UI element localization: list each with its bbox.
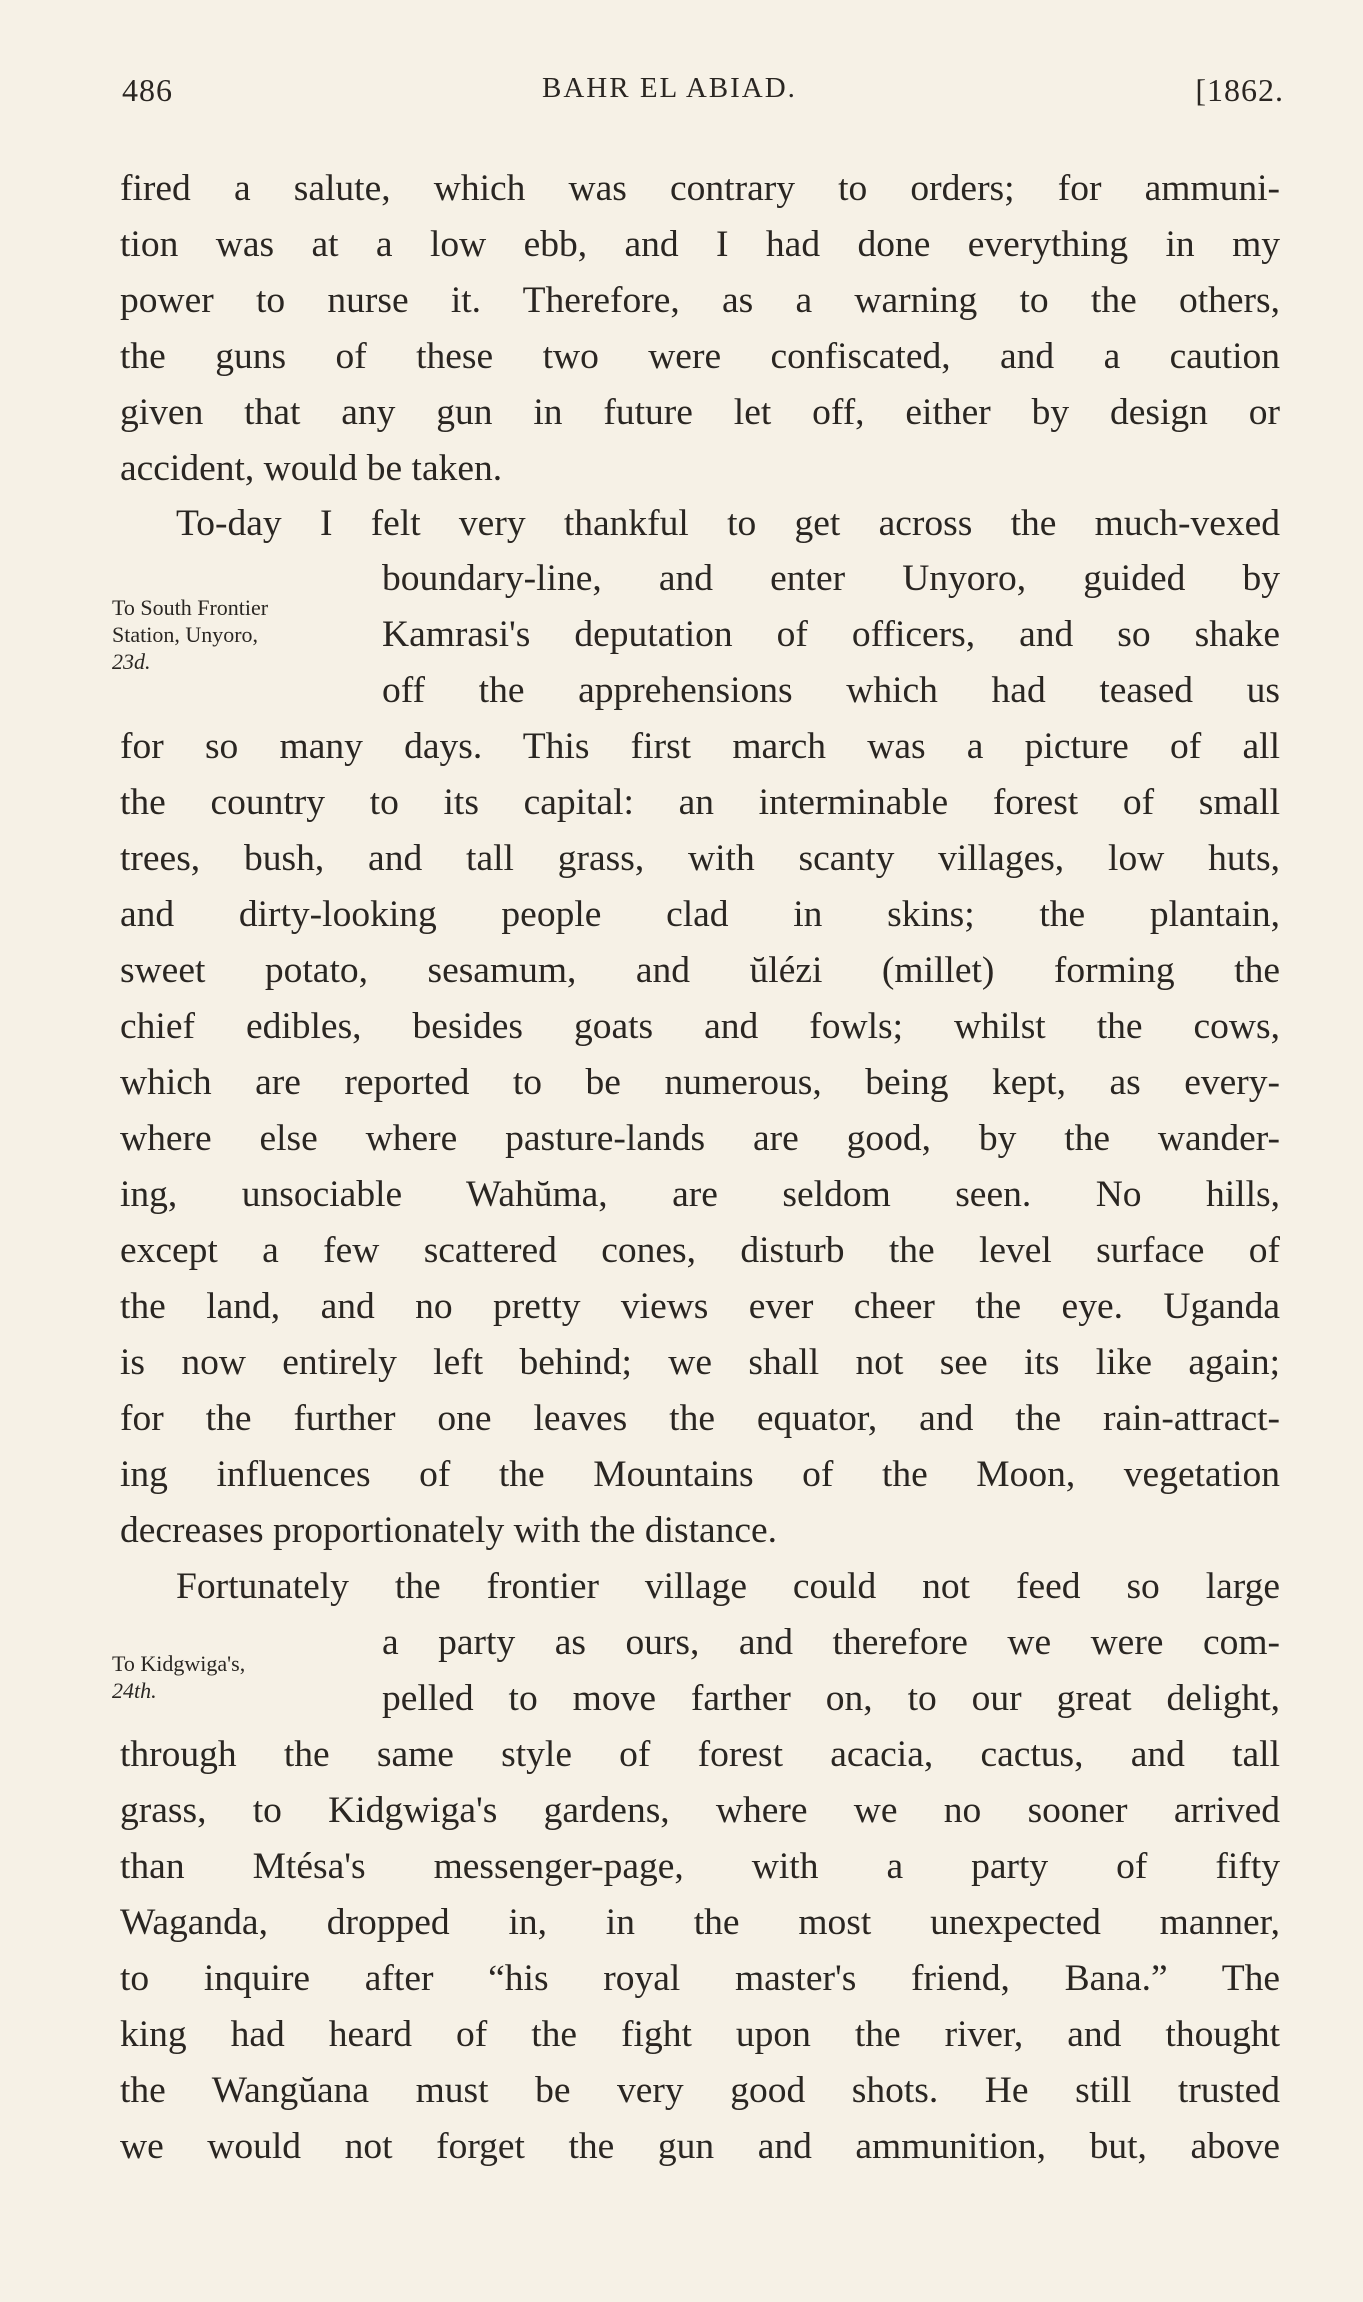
text-line: which are reported to be numerous, being kept, as every- xyxy=(120,1062,1280,1103)
text-line: except a few scattered cones, disturb the level surface of xyxy=(120,1230,1280,1271)
text-line: fired a salute, which was contrary to orders; for ammuni- xyxy=(120,168,1280,209)
text-line: for so many days. This first march was a picture of all xyxy=(120,726,1280,767)
text-line: power to nurse it. Therefore, as a warning to the others, xyxy=(120,280,1280,321)
text-line: pelled to move farther on, to our great delight, xyxy=(382,1678,1280,1719)
text-line: the Wangŭana must be very good shots. He still trusted xyxy=(120,2070,1280,2111)
text-line: chief edibles, besides goats and fowls; whilst the cows, xyxy=(120,1006,1280,1047)
text-line: a party as ours, and therefore we were com- xyxy=(382,1622,1280,1663)
margin-note-line: To South Frontier xyxy=(112,595,269,620)
header-year: [1862. xyxy=(1195,72,1284,108)
text-line: the country to its capital: an interminable forest of small xyxy=(120,782,1280,823)
margin-note-date: 24th. xyxy=(112,1678,157,1703)
text-line: than Mtésa's messenger-page, with a party of fifty xyxy=(120,1846,1280,1887)
text-line: sweet potato, sesamum, and ŭlézi (millet) forming the xyxy=(120,950,1280,991)
text-line: accident, would be taken. xyxy=(120,448,503,489)
margin-note-date: 23d. xyxy=(112,649,151,674)
margin-note-line: To Kidgwiga's, xyxy=(112,1651,246,1676)
text-line: decreases proportionately with the distance. xyxy=(120,1510,778,1551)
text-line: is now entirely left behind; we shall not see its like again; xyxy=(120,1342,1280,1383)
text-line: where else where pasture-lands are good, by the wander- xyxy=(120,1118,1280,1159)
text-line: Fortunately the frontier village could not feed so large xyxy=(176,1566,1280,1607)
margin-note-line: Station, Unyoro, xyxy=(112,622,259,647)
text-line: Waganda, dropped in, in the most unexpected manner, xyxy=(120,1902,1280,1943)
text-line: tion was at a low ebb, and I had done everything in my xyxy=(120,224,1280,265)
text-line: we would not forget the gun and ammunition, but, above xyxy=(120,2126,1280,2167)
text-line: through the same style of forest acacia, cactus, and tall xyxy=(120,1734,1280,1775)
running-title: BAHR EL ABIAD. xyxy=(542,72,797,104)
text-line: trees, bush, and tall grass, with scanty villages, low huts, xyxy=(120,838,1280,879)
margin-note-south-frontier xyxy=(112,594,268,675)
text-line: Kamrasi's deputation of officers, and so shake xyxy=(382,614,1280,655)
text-line: and dirty-looking people clad in skins; the plantain, xyxy=(120,894,1280,935)
text-line: off the apprehensions which had teased us xyxy=(382,670,1280,711)
text-line: ing influences of the Mountains of the Moon, vegetation xyxy=(120,1454,1280,1495)
text-line: king had heard of the fight upon the river, and thought xyxy=(120,2014,1280,2055)
page-header xyxy=(122,72,1284,122)
text-line: boundary-line, and enter Unyoro, guided by xyxy=(382,558,1280,599)
text-line: ing, unsociable Wahŭma, are seldom seen. No hills, xyxy=(120,1174,1280,1215)
text-line: the land, and no pretty views ever cheer the eye. Uganda xyxy=(120,1286,1280,1327)
text-line: given that any gun in future let off, either by design or xyxy=(120,392,1280,433)
text-line: the guns of these two were confiscated, and a caution xyxy=(120,336,1280,377)
text-line: to inquire after “his royal master's friend, Bana.” The xyxy=(120,1958,1280,1999)
text-line: grass, to Kidgwiga's gardens, where we no sooner arrived xyxy=(120,1790,1280,1831)
page-number: 486 xyxy=(122,72,173,108)
margin-note-kidgwiga xyxy=(112,1650,245,1704)
text-line: To-day I felt very thankful to get across the much-vexed xyxy=(176,503,1280,544)
text-line: for the further one leaves the equator, and the rain-attract- xyxy=(120,1398,1280,1439)
